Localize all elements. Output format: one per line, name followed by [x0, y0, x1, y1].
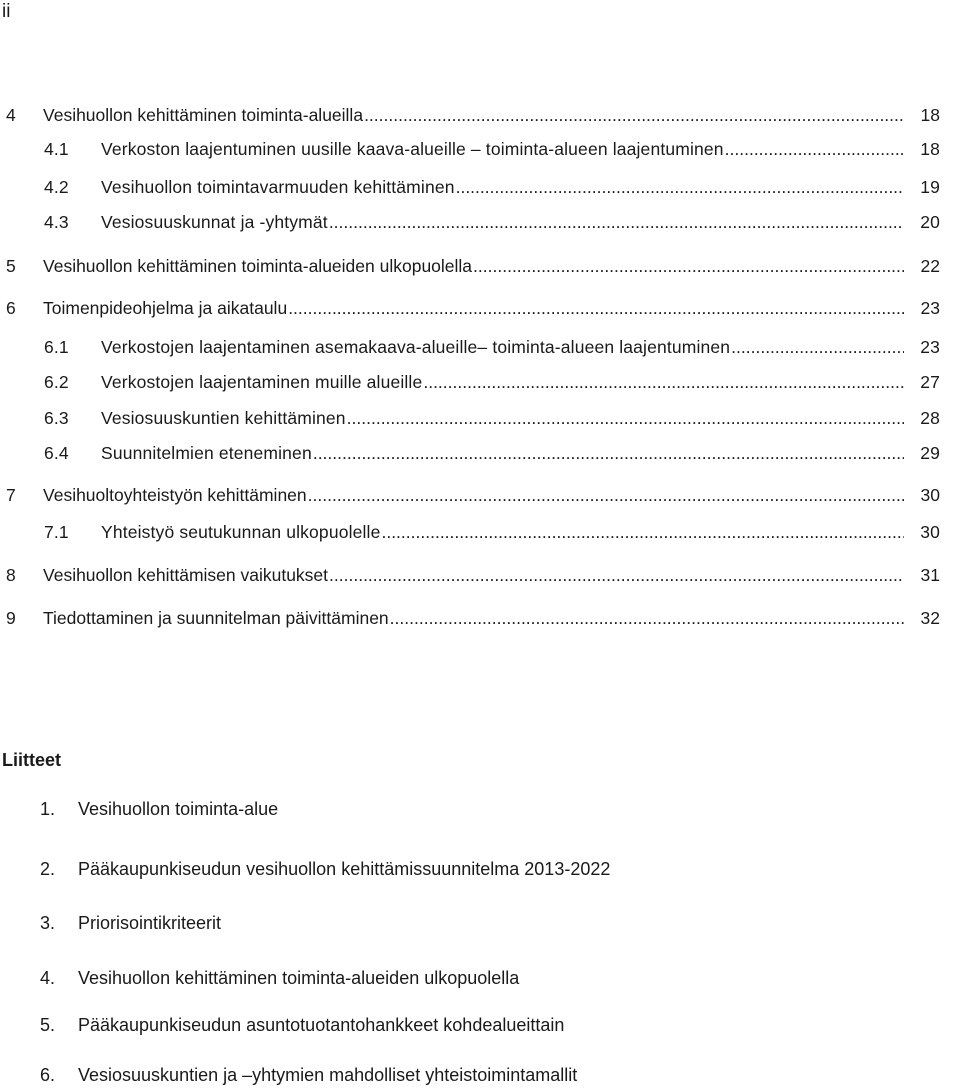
toc-entry-title: Vesihuollon kehittämisen vaikutukset	[43, 565, 329, 585]
page-number: ii	[2, 1, 11, 22]
toc-entry-4[interactable]	[0, 102, 940, 128]
toc-entry-6[interactable]	[0, 295, 940, 321]
toc-entry-number: 6.4	[44, 443, 69, 463]
appendix-title: Vesihuollon toiminta-alue	[78, 799, 279, 819]
toc-entry-page: 19	[920, 177, 940, 197]
toc-entry-title: Vesiosuuskunnat ja -yhtymät	[101, 212, 328, 232]
toc-entry-4-2[interactable]	[0, 174, 940, 200]
appendix-title: Vesiosuuskuntien ja –yhtymien mahdolliset yhteistoimintamallit	[78, 1065, 578, 1085]
toc-entry-title: Verkostojen laajentaminen muille alueille	[101, 372, 423, 392]
toc-dot-leader	[381, 519, 904, 545]
toc-dot-leader	[725, 136, 904, 162]
toc-entry-number: 8	[6, 565, 16, 585]
toc-entry-number: 7	[6, 485, 16, 505]
toc-entry-number: 6.3	[44, 408, 69, 428]
toc-dot-leader	[473, 253, 904, 279]
toc-entry-page: 29	[920, 443, 940, 463]
toc-entry-page: 18	[920, 139, 940, 159]
toc-entry-title: Vesihuollon kehittäminen toiminta-alueiden ulkopuolella	[43, 256, 473, 276]
toc-entry-9[interactable]	[0, 605, 940, 631]
toc-dot-leader	[390, 605, 904, 631]
toc-dot-leader	[731, 334, 904, 360]
toc-entry-number: 6.1	[44, 337, 69, 357]
toc-entry-page: 22	[920, 256, 940, 276]
toc-dot-leader	[313, 440, 904, 466]
toc-entry-title: Tiedottaminen ja suunnitelman päivittäminen	[43, 608, 389, 628]
appendix-number: 3.	[40, 913, 56, 933]
appendix-number: 1.	[40, 799, 56, 819]
toc-entry-page: 32	[920, 608, 940, 628]
toc-entry-number: 7.1	[44, 522, 69, 542]
toc-entry-page: 18	[920, 105, 940, 125]
toc-entry-7[interactable]	[0, 482, 940, 508]
toc-entry-title: Toimenpideohjelma ja aikataulu	[43, 298, 288, 318]
toc-entry-page: 30	[920, 522, 940, 542]
toc-entry-4-3[interactable]	[0, 209, 940, 235]
toc-entry-8[interactable]	[0, 562, 940, 588]
appendix-number: 5.	[40, 1015, 56, 1035]
toc-entry-4-1[interactable]	[0, 136, 940, 162]
appendix-number: 4.	[40, 968, 56, 988]
toc-entry-6-1[interactable]	[0, 334, 940, 360]
toc-entry-page: 28	[920, 408, 940, 428]
toc-entry-number: 4.3	[44, 212, 69, 232]
toc-entry-number: 4	[6, 105, 16, 125]
toc-dot-leader	[308, 482, 904, 508]
toc-entry-7-1[interactable]	[0, 519, 940, 545]
toc-entry-number: 9	[6, 608, 16, 628]
toc-entry-number: 4.1	[44, 139, 69, 159]
appendix-title: Priorisointikriteerit	[78, 913, 222, 933]
toc-entry-page: 20	[920, 212, 940, 232]
toc-entry-page: 27	[920, 372, 940, 392]
toc-entry-5[interactable]	[0, 253, 940, 279]
toc-entry-number: 4.2	[44, 177, 69, 197]
toc-entry-title: Yhteistyö seutukunnan ulkopuolelle	[101, 522, 381, 542]
toc-entry-title: Suunnitelmien eteneminen	[101, 443, 312, 463]
toc-entry-title: Vesihuollon kehittäminen toiminta-alueilla	[43, 105, 364, 125]
toc-entry-number: 6	[6, 298, 16, 318]
appendix-number: 2.	[40, 859, 56, 879]
toc-entry-title: Verkostojen laajentaminen asemakaava-alueille– toiminta-alueen laajentuminen	[101, 337, 731, 357]
toc-dot-leader	[288, 295, 904, 321]
toc-entry-page: 23	[920, 337, 940, 357]
toc-entry-page: 30	[920, 485, 940, 505]
toc-entry-page: 31	[920, 565, 940, 585]
appendix-number: 6.	[40, 1065, 56, 1085]
toc-entry-title: Vesihuollon toimintavarmuuden kehittäminen	[101, 177, 455, 197]
toc-dot-leader	[423, 369, 904, 395]
appendix-title: Pääkaupunkiseudun asuntotuotantohankkeet kohdealueittain	[78, 1015, 565, 1035]
toc-dot-leader	[456, 174, 904, 200]
toc-entry-number: 5	[6, 256, 16, 276]
appendices-heading: Liitteet	[2, 750, 62, 770]
appendix-title: Pääkaupunkiseudun vesihuollon kehittämissuunnitelma 2013-2022	[78, 859, 611, 879]
toc-dot-leader	[329, 209, 904, 235]
toc-dot-leader	[347, 405, 904, 431]
toc-entry-6-2[interactable]	[0, 369, 940, 395]
toc-entry-title: Verkoston laajentuminen uusille kaava-alueille – toiminta-alueen laajentuminen	[101, 139, 724, 159]
toc-dot-leader	[329, 562, 904, 588]
toc-entry-number: 6.2	[44, 372, 69, 392]
toc-entry-6-3[interactable]	[0, 405, 940, 431]
toc-entry-page: 23	[920, 298, 940, 318]
toc-entry-title: Vesiosuuskuntien kehittäminen	[101, 408, 346, 428]
appendix-title: Vesihuollon kehittäminen toiminta-alueiden ulkopuolella	[78, 968, 520, 988]
toc-entry-6-4[interactable]	[0, 440, 940, 466]
toc-dot-leader	[364, 102, 904, 128]
toc-entry-title: Vesihuoltoyhteistyön kehittäminen	[43, 485, 307, 505]
